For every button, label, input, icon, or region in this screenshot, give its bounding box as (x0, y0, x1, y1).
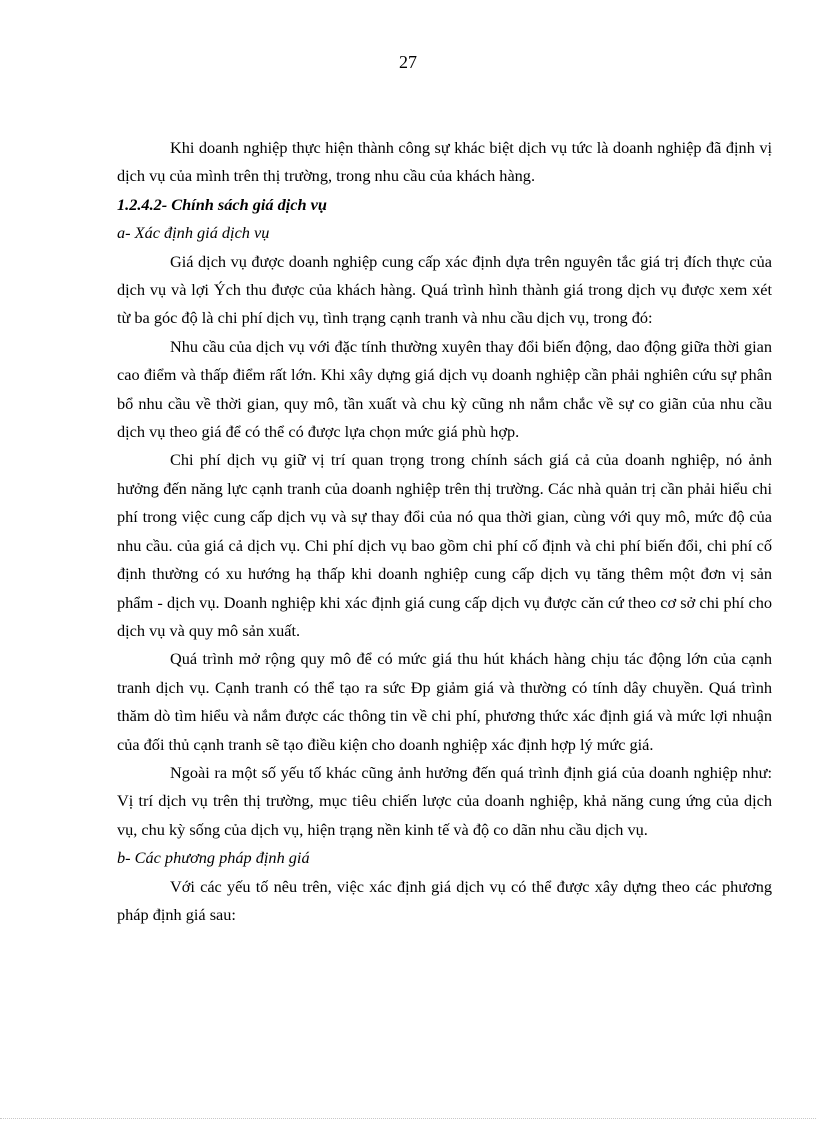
paragraph-other-factors: Ngoài ra một số yếu tố khác cũng ảnh hưởng đến quá trình định giá của doanh nghiệp như: Vị trí dịch vụ trên thị trường, mục tiêu chiến lược của doanh nghiệp, khả năng cung ứng của dịch vụ, chu kỳ sống của dịch vụ, hiện trạng nền kinh tế và độ co dãn nhu cầu dịch vụ. (117, 762, 772, 839)
paragraph-cost: Chi phí dịch vụ giữ vị trí quan trọng trong chính sách giá cả của doanh nghiệp, nó ảnh hưởng đến năng lực cạnh tranh của doanh nghiệp trên thị trường. Các nhà quản trị cần phải hiểu chi phí trong việc cung cấp dịch vụ và sự thay đổi của nó qua thời gian, cùng với quy mô, mức độ của nhu cầu. của giá cả dịch vụ. Chi phí dịch vụ bao gồm chi phí cố định và chi phí biến đổi, chi phí cố định thường có xu hướng hạ thấp khi doanh nghiệp cung cấp dịch vụ tăng thêm một đơn vị sản phẩm - dịch vụ. Doanh nghiệp khi xác định giá cung cấp dịch vụ được căn cứ theo cơ sở chi phí cho dịch vụ và quy mô sản xuất. (117, 450, 772, 640)
page-bottom-divider (0, 1118, 816, 1119)
subheading-pricing-methods: b- Các phương pháp định giá (117, 848, 310, 868)
paragraph-methods-intro: Với các yếu tố nêu trên, việc xác định giá dịch vụ có thể được xây dựng theo các phương pháp định giá sau: (117, 876, 772, 924)
paragraph-intro: Khi doanh nghiệp thực hiện thành công sự khác biệt dịch vụ tức là doanh nghiệp đã định vị dịch vụ của mình trên thị trường, trong nhu cầu của khách hàng. (117, 138, 772, 186)
paragraph-price-basis: Giá dịch vụ được doanh nghiệp cung cấp xác định dựa trên nguyên tắc giá trị đích thực của dịch vụ và lợi Ých thu được của khách hàng. Quá trình hình thành giá trong dịch vụ được xem xét từ ba góc độ là chi phí dịch vụ, tình trạng cạnh tranh và nhu cầu dịch vụ, trong đó: (117, 251, 772, 328)
paragraph-demand: Nhu cầu của dịch vụ với đặc tính thường xuyên thay đổi biến động, dao động giữa thời gian cao điểm và thấp điểm rất lớn. Khi xây dựng giá dịch vụ doanh nghiệp cần phải nghiên cứu sự phân bổ nhu cầu về thời gian, quy mô, tần xuất và chu kỳ cũng nh nắm chắc về sự co giãn của nhu cầu dịch vụ theo giá để có thể có được lựa chọn mức giá phù hợp. (117, 336, 772, 442)
document-body (117, 134, 772, 929)
subheading-determine-price: a- Xác định giá dịch vụ (117, 223, 270, 243)
paragraph-competition: Quá trình mở rộng quy mô để có mức giá thu hút khách hàng chịu tác động lớn của cạnh tranh dịch vụ. Cạnh tranh có thể tạo ra sức Ðp giảm giá và thường có tính dây chuyền. Quá trình thăm dò tìm hiểu và nắm được các thông tin về chi phí, phương thức xác định giá và mức lợi nhuận của đối thủ cạnh tranh sẽ tạo điều kiện cho doanh nghiệp xác định hợp lý mức giá. (117, 649, 772, 754)
page-number: 27 (399, 52, 417, 72)
section-heading-pricing-policy: 1.2.4.2- Chính sách giá dịch vụ (117, 194, 327, 214)
